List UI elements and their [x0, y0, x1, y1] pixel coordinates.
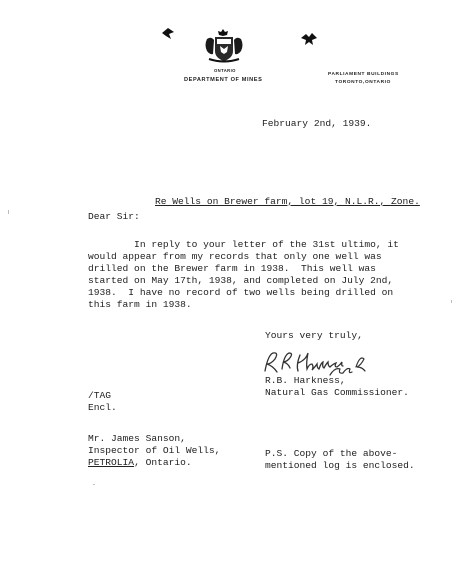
address-line-2: TORONTO,ONTARIO	[335, 80, 391, 85]
postscript-line-2: mentioned log is enclosed.	[265, 460, 415, 471]
signature-title: Natural Gas Commissioner.	[265, 387, 409, 398]
recipient-address	[88, 457, 192, 469]
letter-date: February 2nd, 1939.	[262, 118, 372, 129]
body-line: started on May 17th, 1938, and completed on July 2nd,	[88, 275, 394, 286]
recipient-province: , Ontario.	[134, 457, 192, 468]
trillium-right-icon	[300, 32, 318, 46]
address-line-1: PARLIAMENT BUILDINGS	[328, 72, 399, 77]
salutation: Dear Sir:	[88, 211, 140, 222]
reference-initials: /TAG	[88, 390, 112, 401]
trillium-left-icon	[160, 26, 176, 40]
recipient-name: Mr. James Sanson,	[88, 433, 186, 444]
scan-speck	[8, 210, 9, 214]
body-line: drilled on the Brewer farm in 1938. This well was	[88, 263, 376, 274]
body-line: 1938. I have no record of two wells being drilled on	[88, 287, 394, 298]
body-line: would appear from my records that only one well was	[88, 251, 382, 262]
department-name: DEPARTMENT OF MINES	[184, 77, 263, 83]
enclosure-note: Encl.	[88, 402, 117, 413]
ontario-crest-icon	[203, 27, 245, 67]
signature-name: R.B. Harkness,	[265, 375, 346, 386]
recipient-title: Inspector of Oil Wells,	[88, 445, 221, 456]
body-line: In reply to your letter of the 31st ultimo, it	[88, 239, 399, 250]
postscript-line-1: P.S. Copy of the above-	[265, 448, 398, 459]
scan-speck	[451, 300, 452, 303]
body-line: this farm in 1938.	[88, 299, 192, 310]
closing: Yours very truly,	[265, 330, 363, 341]
handwritten-signature-icon	[260, 345, 380, 379]
crest-label: ONTARIO	[214, 68, 236, 73]
recipient-city: PETROLIA	[88, 457, 135, 468]
subject-line: Re Wells on Brewer farm, lot 19, N.L.R., Zone.	[155, 196, 420, 207]
scan-speck	[93, 484, 95, 485]
